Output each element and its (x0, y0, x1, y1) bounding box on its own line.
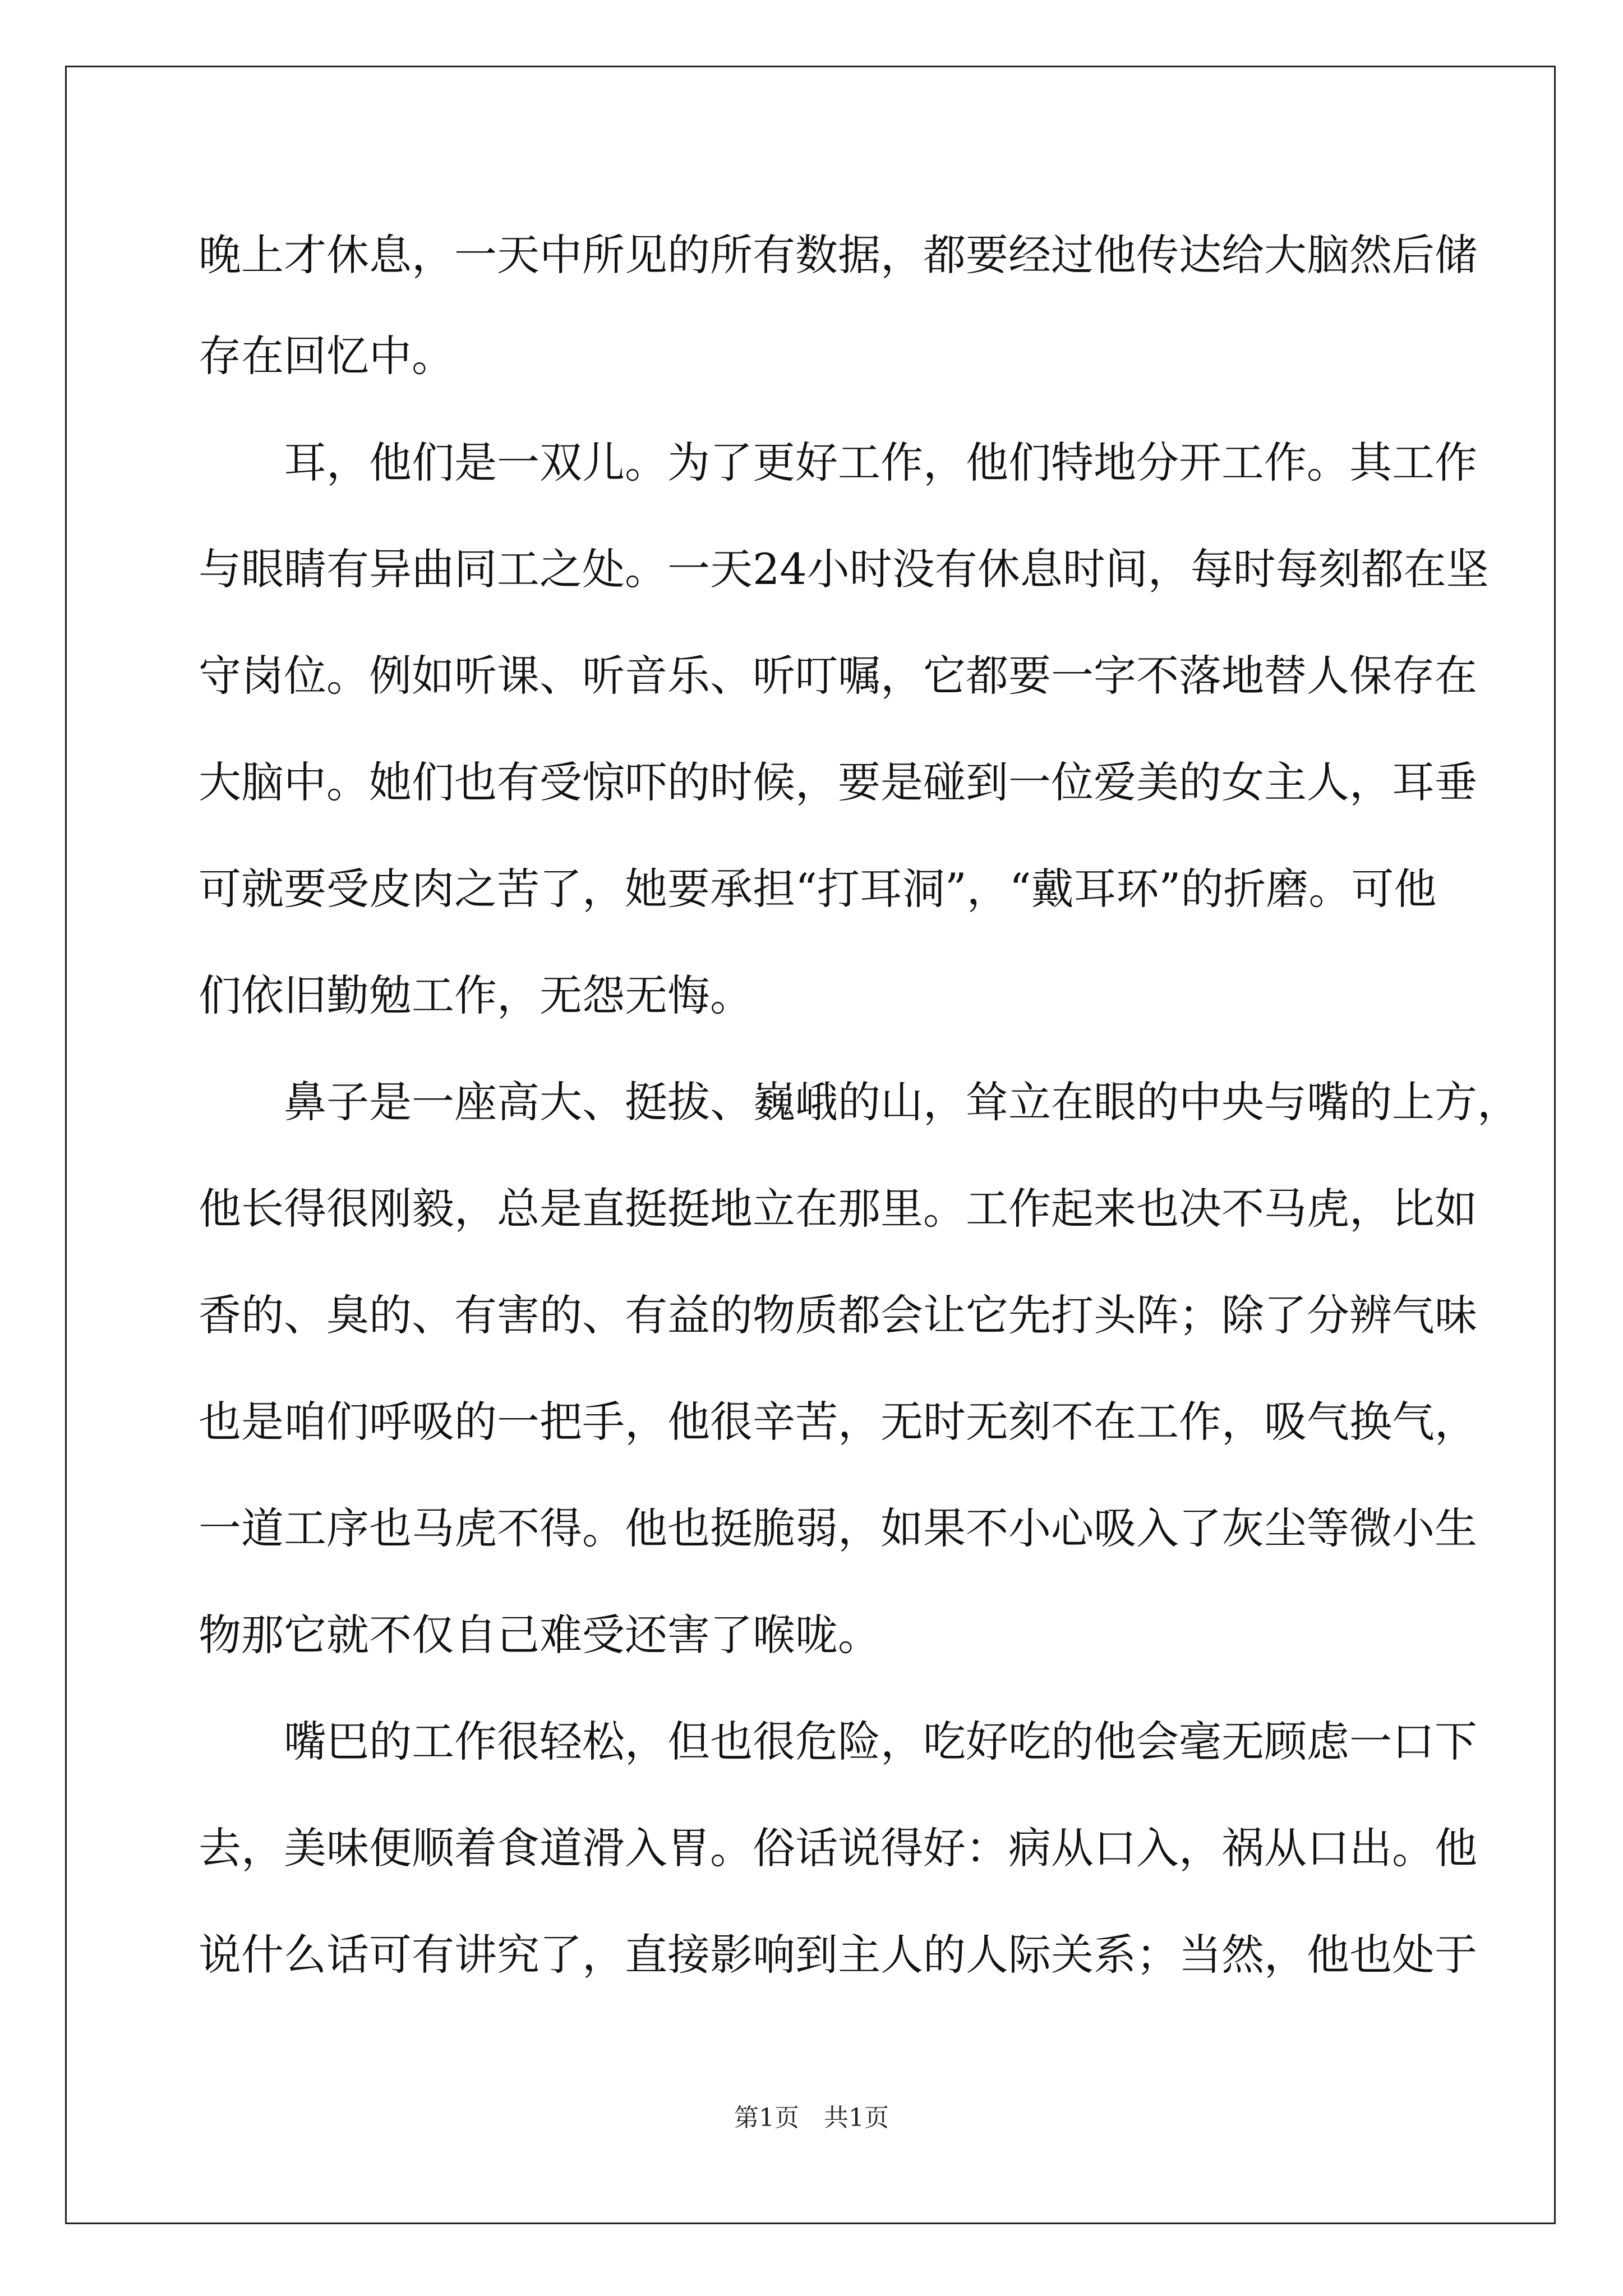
page-footer: 第1页 共1页 (734, 2104, 889, 2132)
text-line: 与眼睛有异曲同工之处。一天24小时没有休息时间，每时每刻都在坚 (199, 544, 1489, 594)
text-line: 们依旧勤勉工作，无怨无悔。 (199, 970, 753, 1020)
text-line: 守岗位。例如听课、听音乐、听叮嘱，它都要一字不落地替人保存在 (199, 651, 1477, 701)
text-line: 存在回忆中。 (199, 331, 454, 381)
text-line: 耳，他们是一双儿。为了更好工作，他们特地分开工作。其工作 (199, 438, 1477, 487)
text-line: 鼻子是一座高大、挺拔、巍峨的山，耸立在眼的中央与嘴的上方， (199, 1077, 1520, 1127)
text-line: 一道工序也马虎不得。他也挺脆弱，如果不小心吸入了灰尘等微小生 (199, 1503, 1477, 1553)
text-line: 去，美味便顺着食道滑入胃。俗话说得好：病从口入，祸从口出。他 (199, 1823, 1477, 1873)
text-line: 物那它就不仅自己难受还害了喉咙。 (199, 1610, 880, 1660)
text-line: 可就要受皮肉之苦了，她要承担“打耳洞”，“戴耳环”的折磨。可他 (199, 864, 1437, 914)
text-line: 说什么话可有讲究了，直接影响到主人的人际关系；当然，他也处于 (199, 1930, 1477, 1980)
text-line: 晚上才休息，一天中所见的所有数据，都要经过他传达给大脑然后储 (199, 230, 1477, 280)
text-line: 嘴巴的工作很轻松，但也很危险，吃好吃的他会毫无顾虑一口下 (199, 1717, 1477, 1766)
text-line: 他长得很刚毅，总是直挺挺地立在那里。工作起来也决不马虎，比如 (199, 1184, 1477, 1234)
page-border (65, 66, 1556, 2224)
text-line: 香的、臭的、有害的、有益的物质都会让它先打头阵；除了分辨气味 (199, 1290, 1477, 1340)
text-line: 大脑中。她们也有受惊吓的时候，要是碰到一位爱美的女主人，耳垂 (199, 757, 1477, 807)
text-line: 也是咱们呼吸的一把手，他很辛苦，无时无刻不在工作，吸气换气， (199, 1397, 1477, 1447)
